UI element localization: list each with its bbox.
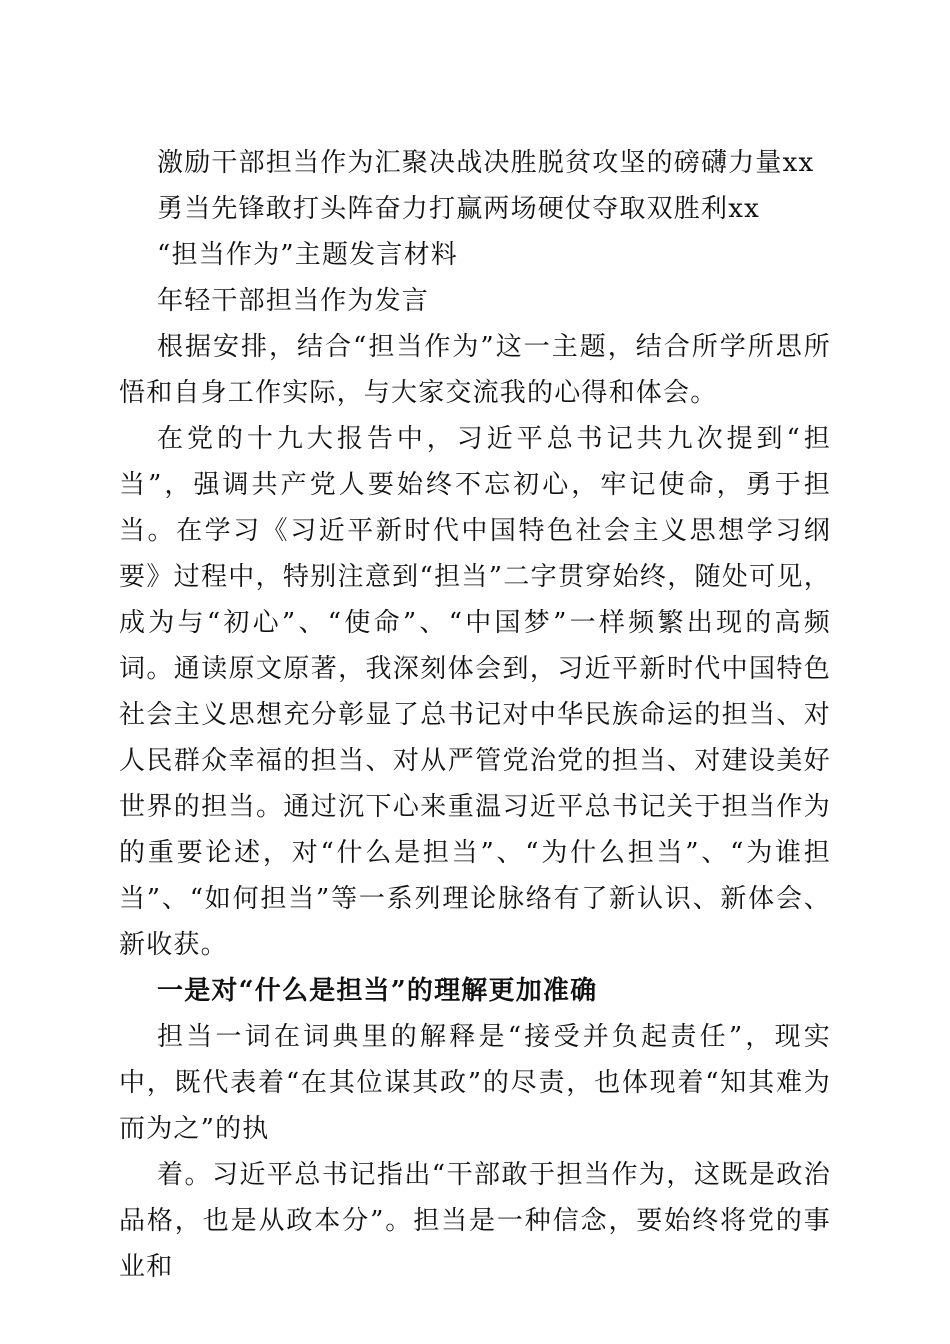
title-line-1: 激励干部担当作为汇聚决战决胜脱贫攻坚的磅礴力量xx: [157, 148, 815, 178]
document-body: [119, 140, 831, 1290]
title-line-4: 年轻干部担当作为发言: [157, 286, 430, 316]
paragraph-continuation: 着。习近平总书记指出“干部敢于担当作为，这既是政治品格，也是从政本分”。担当是一种信念，要始终将党的事业和: [119, 1160, 831, 1282]
section-heading: 一是对“什么是担当”的理解更加准确: [157, 976, 598, 1006]
paragraph-report: 在党的十九大报告中，习近平总书记共九次提到“担当”，强调共产党人要始终不忘初心，牢记使命，勇于担当。在学习《习近平新时代中国特色社会主义思想学习纲要》过程中，特别注意到“担当”二字贯穿始终，随处可见，成为与“初心”、“使命”、“中国梦”一样频繁出现的高频词。通读原文原著，我深刻体会到，习近平新时代中国特色社会主义思想充分彰显了总书记对中华民族命运的担当、对人民群众幸福的担当、对从严管党治党的担当、对建设美好世界的担当。通过沉下心来重温习近平总书记关于担当作为的重要论述，对“什么是担当”、“为什么担当”、“为谁担当”、“如何担当”等一系列理论脉络有了新认识、新体会、新收获。: [119, 424, 831, 960]
paragraph-definition: 担当一词在词典里的解释是“接受并负起责任”，现实中，既代表着“在其位谋其政”的尽责，也体现着“知其难为而为之”的执: [119, 1022, 831, 1144]
title-line-3: “担当作为”主题发言材料: [157, 240, 458, 270]
title-line-2: 勇当先锋敢打头阵奋力打赢两场硬仗夺取双胜利xx: [157, 194, 760, 224]
paragraph-intro: 根据安排，结合“担当作为”这一主题，结合所学所思所悟和自身工作实际，与大家交流我的心得和体会。: [119, 332, 831, 408]
